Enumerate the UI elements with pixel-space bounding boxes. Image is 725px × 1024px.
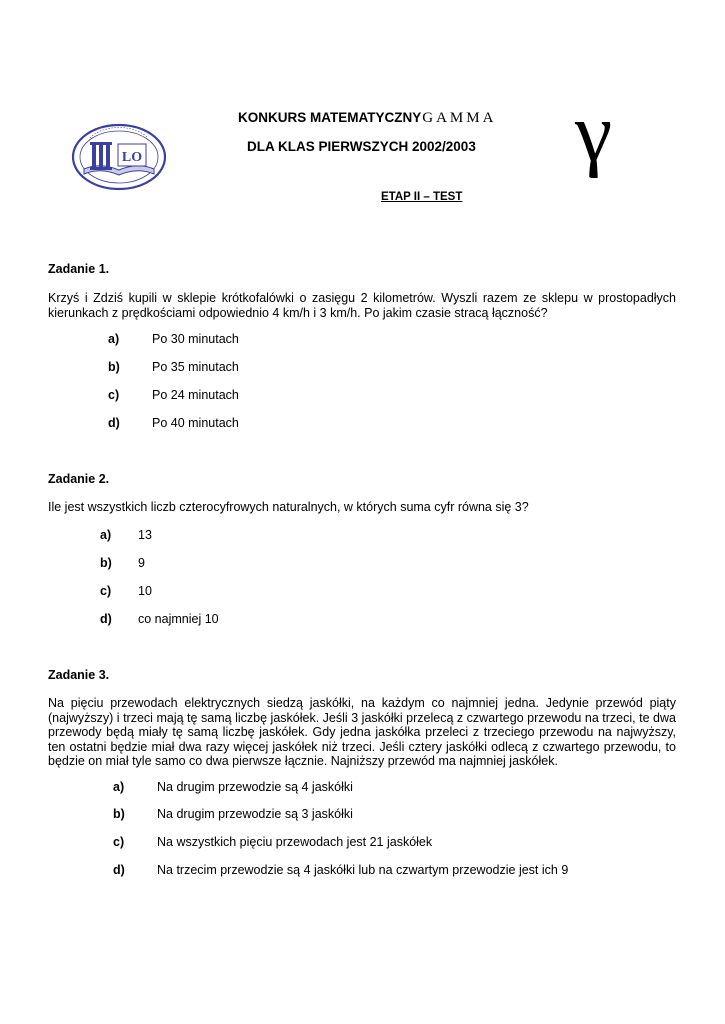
task-2-option-a-letter: a): [100, 528, 112, 542]
task-1-heading: Zadanie 1.: [48, 262, 110, 276]
task-3-option-b-text: Na drugim przewodzie są 3 jaskółki: [157, 807, 353, 821]
task-2-option-d-letter: d): [100, 612, 112, 626]
task-2-option-d-text: co najmniej 10: [138, 612, 219, 626]
school-logo: [70, 122, 168, 192]
logo-text: LO: [121, 150, 143, 165]
contest-name-gamma: GAMMA: [422, 110, 497, 126]
task-3-option-c-text: Na wszystkich pięciu przewodach jest 21 jaskółek: [157, 835, 433, 849]
contest-title-text: KONKURS MATEMATYCZNY: [238, 110, 422, 125]
task-3-option-d-letter: d): [113, 863, 125, 877]
task-2-heading: Zadanie 2.: [48, 472, 110, 486]
task-1-option-b-letter: b): [108, 360, 120, 374]
contest-subtitle: DLA KLAS PIERWSZYCH 2002/2003: [247, 139, 476, 154]
task-2-option-c-text: 10: [138, 584, 152, 598]
task-1-option-c-text: Po 24 minutach: [152, 388, 239, 402]
task-2-option-c-letter: c): [100, 584, 112, 598]
task-2-option-b-letter: b): [100, 556, 112, 570]
task-1-text: Krzyś i Zdziś kupili w sklepie krótkofalówki o zasięgu 2 kilometrów. Wyszli razem ze sklepu w prostopadłych kierunkach z prędkościami odpowiednio 4 km/h i 3 km/h. Po jakim czasie stracą łączność?: [48, 291, 676, 320]
contest-title: [238, 110, 496, 127]
task-2-text: Ile jest wszystkich liczb czterocyfrowych naturalnych, w których suma cyfr równa się 3?: [48, 500, 529, 514]
task-1-option-c-letter: c): [108, 388, 120, 402]
task-3-option-b-letter: b): [113, 807, 125, 821]
task-1-option-d-letter: d): [108, 416, 120, 430]
task-3-text: Na pięciu przewodach elektrycznych siedzą jaskółki, na każdym co najmniej jedna. Jedynie przewód piąty (najwyższy) i trzeci mają tę samą liczbę jaskółek. Jeśli 3 jaskółki przelecą z czwartego przewodu na trzeci, te dwa przewody będą miały tę samą liczbę jaskółek. Gdy jedna jaskółka przeleci z trzeciego przewodu na najwyższy, ten ostatni będzie miał dwa razy więcej jaskółek niż trzeci. Jeśli cztery jaskółki odlecą z czwartego przewodu, to będzie on miał tyle samo co dwa pierwsze łącznie. Najniższy przewód ma najmniej jaskółek.: [48, 696, 676, 768]
task-1-option-a-letter: a): [108, 332, 120, 346]
task-3-option-c-letter: c): [113, 835, 125, 849]
task-3-heading: Zadanie 3.: [48, 668, 110, 682]
school-logo-emblem: [70, 122, 168, 192]
task-3-option-a-letter: a): [113, 780, 125, 794]
stage-label: ETAP II – TEST: [381, 191, 463, 203]
task-3-option-d-text: Na trzecim przewodzie są 4 jaskółki lub na czwartym przewodzie jest ich 9: [157, 863, 569, 877]
task-1-option-a-text: Po 30 minutach: [152, 332, 239, 346]
task-2-option-a-text: 13: [138, 528, 152, 542]
task-1-option-d-text: Po 40 minutach: [152, 416, 239, 430]
gamma-symbol: γ: [575, 86, 613, 179]
task-1-option-b-text: Po 35 minutach: [152, 360, 239, 374]
task-2-option-b-text: 9: [138, 556, 145, 570]
task-3-option-a-text: Na drugim przewodzie są 4 jaskółki: [157, 780, 353, 794]
